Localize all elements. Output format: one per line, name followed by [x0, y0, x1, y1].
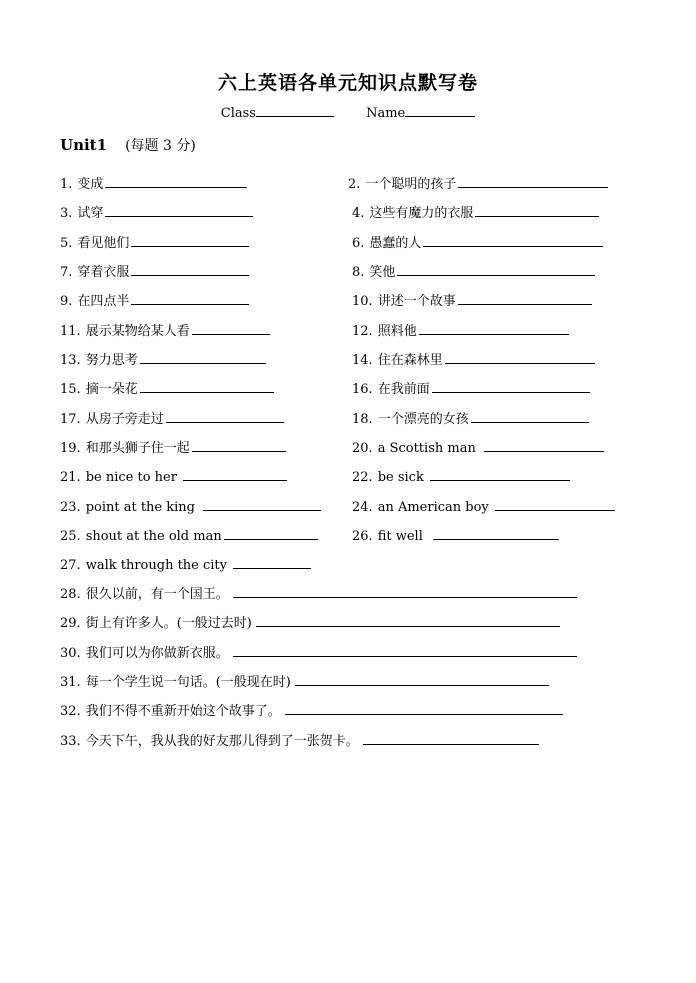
question-item: 23. point at the king [60, 498, 321, 516]
answer-blank[interactable] [183, 468, 287, 481]
question-item: 2. 一个聪明的孩子 [348, 175, 608, 193]
class-label: Class [220, 106, 256, 121]
question-item: 5. 看见他们 [60, 234, 249, 252]
question-item: 22. be sick [352, 468, 570, 486]
answer-blank[interactable] [203, 498, 321, 511]
question-item: 31. 每一个学生说一句话。(一般现在时) [60, 673, 549, 691]
score-note: (每题 3 分) [125, 138, 196, 154]
question-item: 7. 穿着衣服 [60, 263, 249, 281]
answer-blank[interactable] [233, 644, 577, 657]
question-item: 15. 摘一朵花 [60, 380, 274, 398]
question-item: 26. fit well [352, 527, 559, 545]
question-item: 8. 笑他 [352, 263, 595, 281]
class-field [221, 104, 334, 121]
question-item: 19. 和那头狮子住一起 [60, 439, 286, 457]
answer-blank[interactable] [192, 439, 286, 452]
answer-blank[interactable] [295, 673, 549, 686]
answer-blank[interactable] [458, 175, 608, 188]
name-field [366, 104, 475, 121]
question-item: 6. 愚蠢的人 [352, 234, 603, 252]
unit-heading [60, 135, 196, 155]
question-item: 29. 街上有许多人。(一般过去时) [60, 614, 560, 632]
answer-blank[interactable] [445, 351, 595, 364]
answer-blank[interactable] [430, 468, 570, 481]
question-item: 12. 照料他 [352, 322, 569, 340]
answer-blank[interactable] [397, 263, 595, 276]
answer-blank[interactable] [131, 234, 249, 247]
answer-blank[interactable] [140, 351, 266, 364]
unit-name: Unit1 [60, 136, 108, 154]
page-title: 六上英语各单元知识点默写卷 [217, 72, 478, 94]
answer-blank[interactable] [484, 439, 604, 452]
answer-blank[interactable] [471, 410, 589, 423]
question-item: 21. be nice to her [60, 468, 287, 486]
answer-blank[interactable] [495, 498, 615, 511]
question-item: 30. 我们可以为你做新衣服。 [60, 644, 577, 662]
student-info [0, 104, 696, 121]
question-item: 14. 住在森林里 [352, 351, 595, 369]
answer-blank[interactable] [423, 234, 603, 247]
answer-blank[interactable] [433, 527, 559, 540]
question-item: 28. 很久以前，有一个国王。 [60, 585, 577, 603]
question-item: 18. 一个漂亮的女孩 [352, 410, 589, 428]
question-item: 27. walk through the city [60, 556, 311, 574]
answer-blank[interactable] [432, 380, 590, 393]
question-item: 33. 今天下午，我从我的好友那儿得到了一张贺卡。 [60, 732, 539, 750]
answer-blank[interactable] [105, 204, 253, 217]
question-item: 17. 从房子旁走过 [60, 410, 284, 428]
question-item: 24. an American boy [352, 498, 615, 516]
answer-blank[interactable] [419, 322, 569, 335]
question-item: 13. 努力思考 [60, 351, 266, 369]
question-item: 11. 展示某物给某人看 [60, 322, 270, 340]
answer-blank[interactable] [233, 585, 577, 598]
answer-blank[interactable] [131, 263, 249, 276]
answer-blank[interactable] [233, 556, 311, 569]
class-blank[interactable] [256, 104, 334, 117]
question-item: 4. 这些有魔力的衣服 [352, 204, 599, 222]
question-item: 10. 讲述一个故事 [352, 292, 592, 310]
answer-blank[interactable] [192, 322, 270, 335]
question-item: 32. 我们不得不重新开始这个故事了。 [60, 702, 563, 720]
answer-blank[interactable] [105, 175, 247, 188]
answer-blank[interactable] [140, 380, 274, 393]
question-item: 16. 在我前面 [352, 380, 590, 398]
answer-blank[interactable] [166, 410, 284, 423]
question-item: 3. 试穿 [60, 204, 253, 222]
answer-blank[interactable] [131, 292, 249, 305]
question-item: 9. 在四点半 [60, 292, 249, 310]
answer-blank[interactable] [285, 702, 563, 715]
question-item: 1. 变成 [60, 175, 247, 193]
answer-blank[interactable] [224, 527, 318, 540]
answer-blank[interactable] [475, 204, 599, 217]
answer-blank[interactable] [256, 614, 560, 627]
name-label: Name [366, 106, 406, 121]
question-item: 20. a Scottish man [352, 439, 604, 457]
name-blank[interactable] [405, 104, 475, 117]
answer-blank[interactable] [458, 292, 592, 305]
answer-blank[interactable] [363, 732, 539, 745]
question-item: 25. shout at the old man [60, 527, 318, 545]
